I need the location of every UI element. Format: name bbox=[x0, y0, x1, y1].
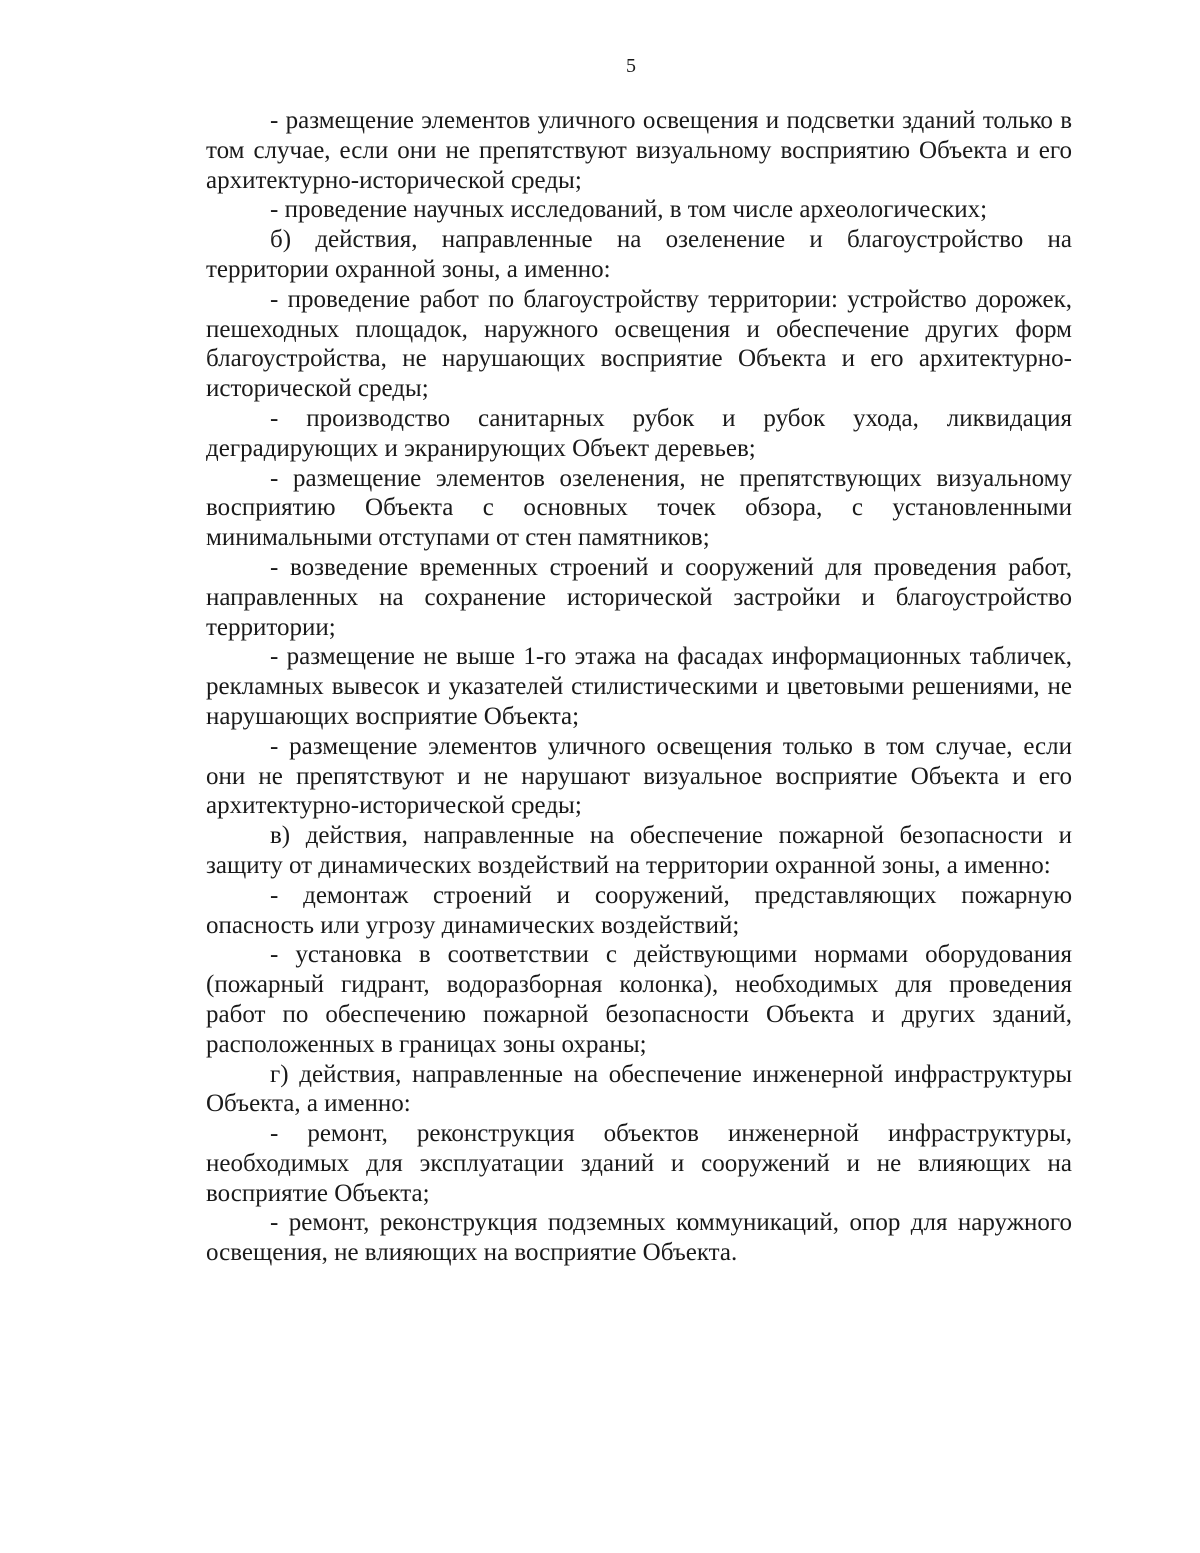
page-number: 5 bbox=[626, 55, 636, 77]
paragraph: г) действия, направленные на обеспечение инженерной инфраструктуры Объекта, а именно: bbox=[206, 1060, 1072, 1118]
paragraph: б) действия, направленные на озеленение и благоустройство на территории охранной зоны, а именно: bbox=[206, 226, 1072, 283]
paragraph: - ремонт, реконструкция подземных коммуникаций, опор для наружного освещения, не влияющих на восприятие Объекта. bbox=[206, 1209, 1072, 1267]
paragraph: - проведение работ по благоустройству территории: устройство дорожек, пешеходных площадок, наружного освещения и обеспечение других форм благоустройства, не нарушающих восприятие Объекта и его архитектурно-исторической среды; bbox=[206, 285, 1072, 403]
paragraph: - размещение элементов уличного освещения и подсветки зданий только в том случае, если они не препятствуют визуальному восприятию Объекта и его архитектурно-исторической среды; bbox=[206, 107, 1072, 194]
paragraph: - размещение элементов озеленения, не препятствующих визуальному восприятию Объекта с основных точек обзора, с установленными минимальными отступами от стен памятников; bbox=[206, 464, 1072, 552]
paragraph: - возведение временных строений и сооружений для проведения работ, направленных на сохранение исторической застройки и благоустройство территории; bbox=[206, 553, 1072, 641]
paragraph: - производство санитарных рубок и рубок ухода, ликвидация деградирующих и экранирующих Объект деревьев; bbox=[206, 404, 1072, 462]
document-body bbox=[206, 106, 1072, 1268]
paragraph: - размещение не выше 1-го этажа на фасадах информационных табличек, рекламных вывесок и указателей стилистическими и цветовыми решениями, не нарушающих восприятие Объекта; bbox=[206, 643, 1072, 730]
paragraph: - установка в соответствии с действующими нормами оборудования (пожарный гидрант, водоразборная колонка), необходимых для проведения работ по обеспечению пожарной безопасности Объекта и других зданий, расположенных в границах зоны охраны; bbox=[206, 941, 1072, 1058]
paragraph: - демонтаж строений и сооружений, представляющих пожарную опасность или угрозу динамических воздействий; bbox=[206, 881, 1072, 939]
paragraph: - размещение элементов уличного освещения только в том случае, если они не препятствуют и не нарушают визуальное восприятие Объекта и его архитектурно-исторической среды; bbox=[206, 732, 1072, 820]
paragraph: - проведение научных исследований, в том числе археологических; bbox=[270, 196, 988, 224]
paragraph: в) действия, направленные на обеспечение пожарной безопасности и защиту от динамических воздействий на территории охранной зоны, а именно: bbox=[206, 822, 1072, 879]
paragraph: - ремонт, реконструкция объектов инженерной инфраструктуры, необходимых для эксплуатации зданий и сооружений и не влияющих на восприятие Объекта; bbox=[206, 1120, 1072, 1207]
